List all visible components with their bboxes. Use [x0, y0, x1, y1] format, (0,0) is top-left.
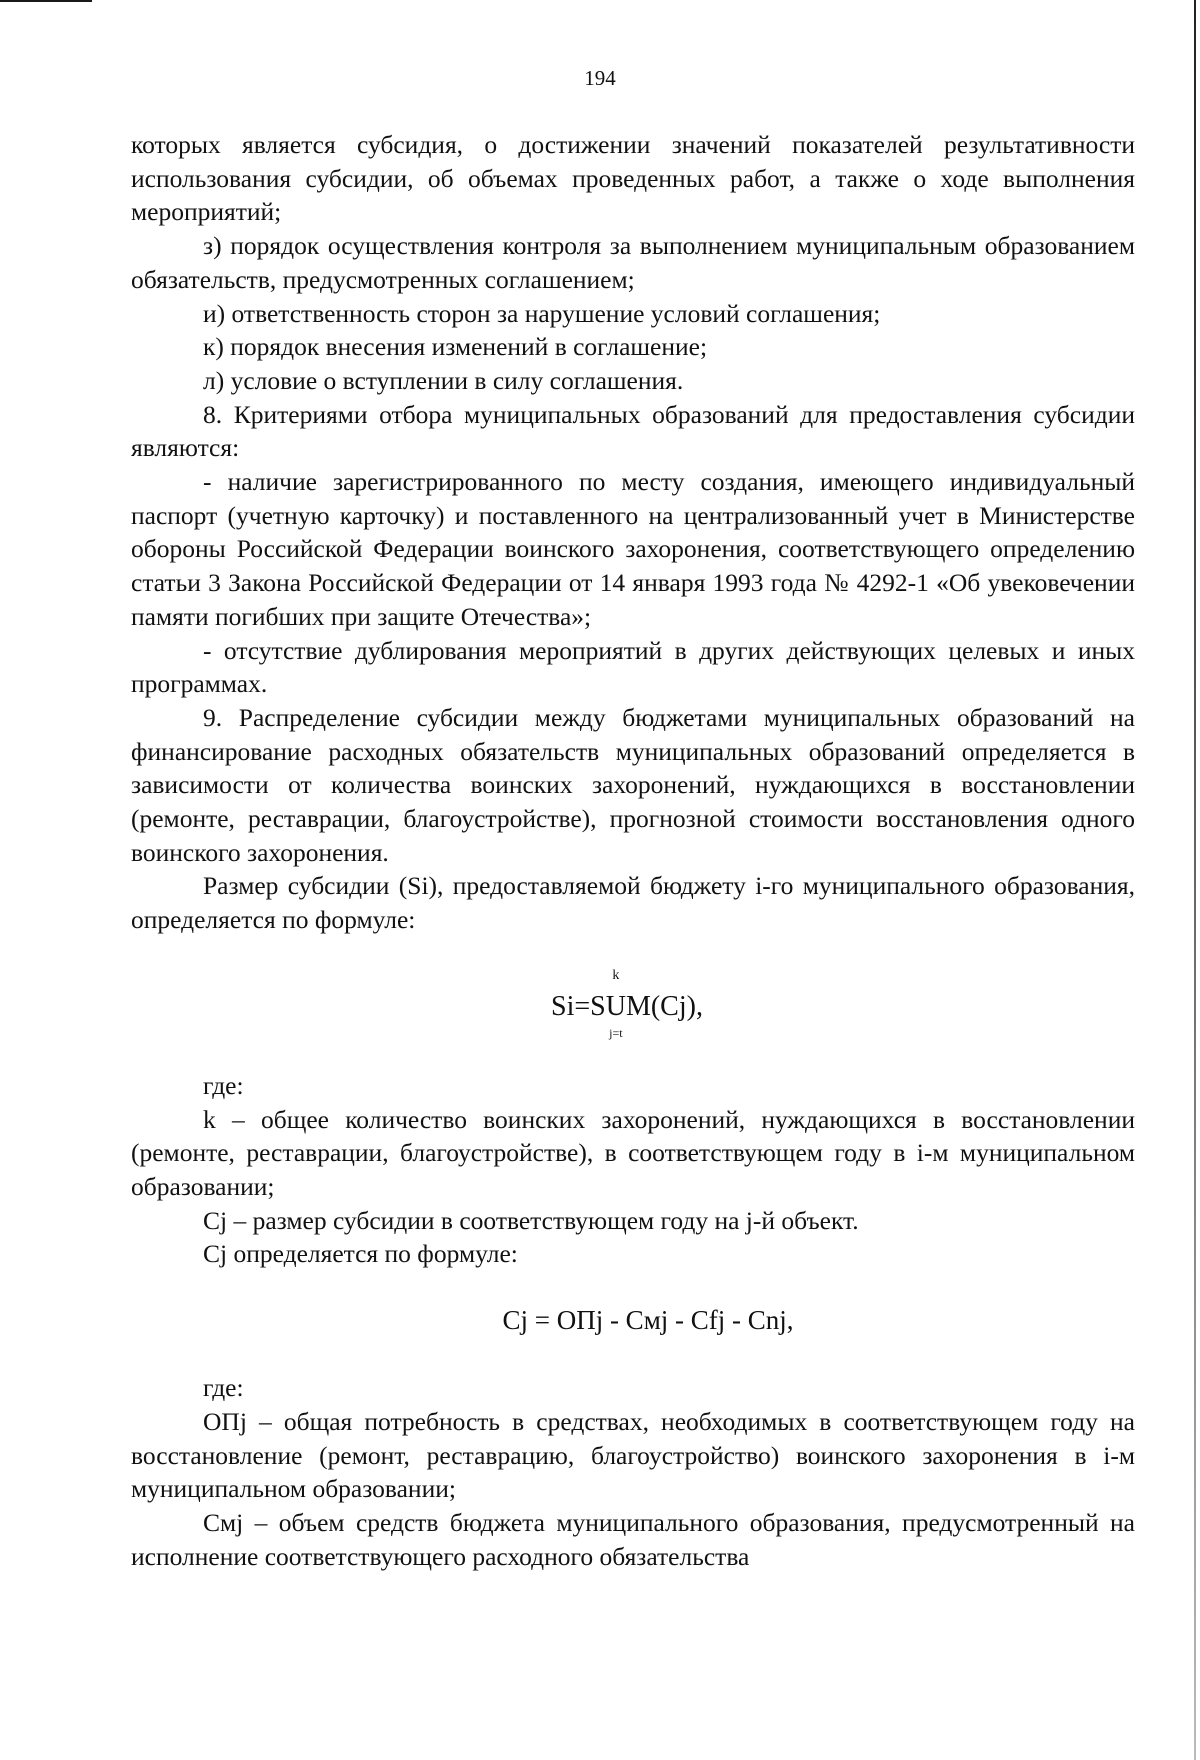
paragraph: Cj определяется по формуле: — [203, 1239, 518, 1269]
paragraph: 8. Критериями отбора муниципальных образований для предоставления субсидии являются: — [131, 399, 1135, 463]
sum-lower-limit: j=t — [609, 1025, 623, 1040]
paragraph: которых является субсидия, о достижении значений показателей результативности использования субсидии, об объемах проведенных работ, а также о ходе выполнения мероприятий; — [131, 130, 1135, 227]
paragraph: Смj – объем средств бюджета муниципального образования, предусмотренный на исполнение соответствующего расходного обязательства — [131, 1507, 1135, 1571]
paragraph: 9. Распределение субсидии между бюджетами муниципальных образований на финансирование расходных обязательств муниципальных образований определяется в зависимости от количества воинских захоронений, нуждающихся в восстановлении (ремонте, реставрации, благоустройстве), прогнозной стоимости восстановления одного воинского захоронения. — [131, 702, 1135, 867]
sum-body: U — [605, 990, 626, 1022]
paragraph: - отсутствие дублирования мероприятий в других действующих целевых и иных программах. — [131, 635, 1135, 699]
paragraph: к) порядок внесения изменений в соглашение; — [203, 332, 708, 362]
page-number: 194 — [584, 66, 616, 90]
paragraph: ОПj – общая потребность в средствах, необходимых в соответствующем году на восстановление (ремонт, реставрацию, благоустройство) воинского захоронения в i-м муниципальном образовании; — [131, 1406, 1135, 1504]
paragraph: Размер субсидии (Si), предоставляемой бюджету i-го муниципального образования, определяется по формуле: — [131, 871, 1135, 935]
formula-cj: Cj = ОПj - Смj - Cfj - Cnj, — [502, 1305, 794, 1336]
formula-subsidy-sum — [131, 965, 1135, 1069]
paragraph: где: — [203, 1373, 244, 1403]
formula-lhs: Si=S — [551, 990, 606, 1022]
paragraph: и) ответственность сторон за нарушение условий соглашения; — [203, 298, 881, 328]
sum-operator — [605, 967, 626, 1040]
sum-upper-limit: k — [612, 967, 620, 983]
paragraph: з) порядок осуществления контроля за выполнением муниципальным образованием обязательств, предусмотренных соглашением; — [131, 231, 1135, 294]
formula-rest: M(Cj), — [625, 990, 703, 1022]
paragraph: л) условие о вступлении в силу соглашения. — [203, 365, 684, 395]
document-body — [131, 128, 1135, 1573]
paragraph: - наличие зарегистрированного по месту создания, имеющего индивидуальный паспорт (учетную карточку) и поставленного на централизованный учет в Министерстве обороны Российской Федерации воинского захоронения, соответствующего определению статьи 3 Закона Российской Федерации от 14 января 1993 года № 4292-1 «Об увековечении памяти погибших при защите Отечества»; — [131, 467, 1135, 631]
paragraph: k – общее количество воинских захоронений, нуждающихся в восстановлении (ремонте, реставрации, благоустройстве), в соответствующем году в i-м муниципальном образовании; — [131, 1104, 1135, 1201]
scan-edge-line — [1194, 0, 1196, 1760]
paragraph: где: — [203, 1070, 244, 1100]
scan-edge-mark — [0, 0, 92, 2]
paragraph: Cj – размер субсидии в соответствующем году на j-й объект. — [203, 1205, 859, 1235]
